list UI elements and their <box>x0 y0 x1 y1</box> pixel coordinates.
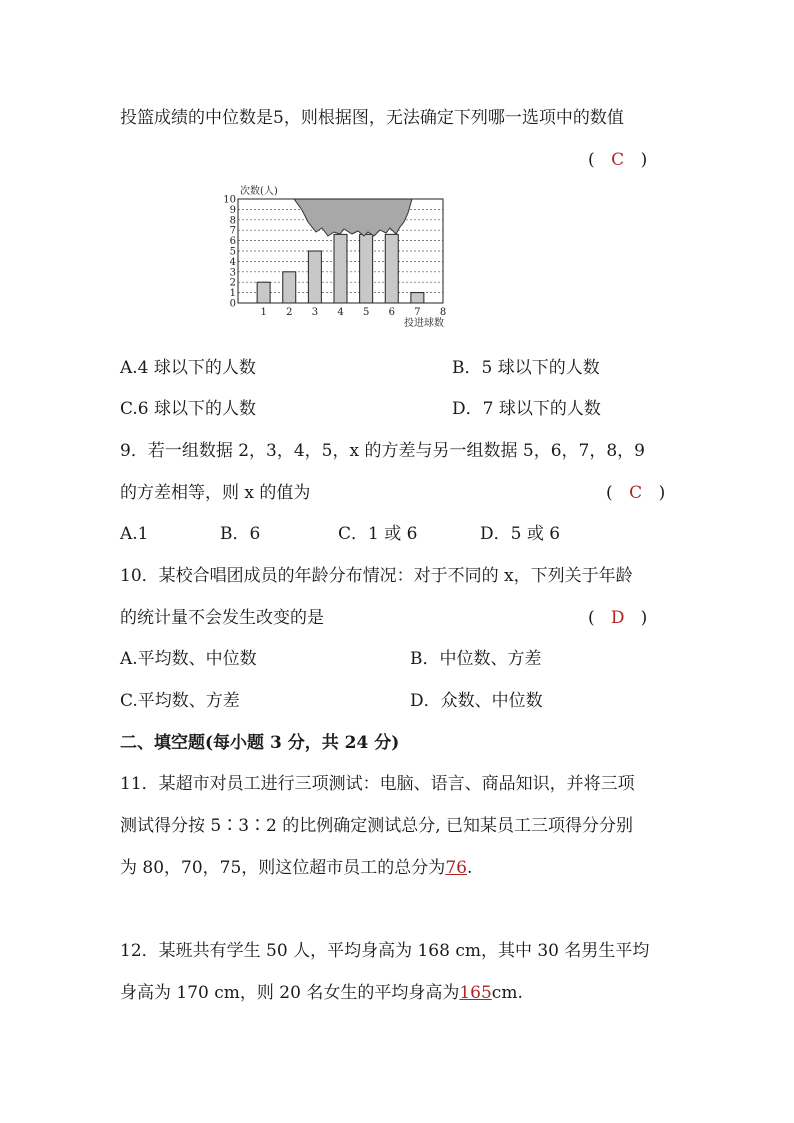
q8-option-b: B．5 球以下的人数 <box>452 358 600 378</box>
q10-option-d: D．众数、中位数 <box>410 691 543 711</box>
q10-line-1: 10．某校合唱团成员的年龄分布情况：对于不同的 x，下列关于年龄 <box>120 566 633 586</box>
q9-answer-paren <box>606 481 665 505</box>
y-tick-label: 1 <box>229 288 236 300</box>
q11-line-3 <box>120 856 472 880</box>
paren-close: ) <box>658 483 666 503</box>
chart-ylabel: 次数(人) <box>240 186 278 197</box>
bar-4 <box>334 234 347 303</box>
q12-line-2 <box>120 981 523 1005</box>
y-tick-label: 0 <box>229 298 236 310</box>
chart-x-ticks <box>260 307 446 318</box>
x-tick-label: 8 <box>439 307 447 318</box>
q11-line-3-end: . <box>466 858 473 878</box>
chart-y-ticks <box>223 195 236 310</box>
q8-answer: C <box>611 150 625 170</box>
y-tick-label: 2 <box>229 277 236 289</box>
bar-5 <box>360 234 373 303</box>
x-tick-label: 1 <box>260 307 267 318</box>
q10-option-b: B．中位数、方差 <box>410 649 542 669</box>
q12-answer: 165 <box>459 983 492 1003</box>
q9-answer: C <box>629 483 643 503</box>
q9-option-c: C．1 或 6 <box>338 524 418 544</box>
q9-option-a: A.1 <box>120 524 149 544</box>
q10-option-c: C.平均数、方差 <box>120 691 240 711</box>
y-tick-label: 3 <box>229 267 236 279</box>
q10-answer-paren <box>588 606 647 630</box>
bar-chart <box>223 182 468 332</box>
x-tick-label: 5 <box>362 307 370 318</box>
y-tick-label: 4 <box>229 256 236 268</box>
q8-answer-paren <box>588 148 647 172</box>
x-tick-label: 6 <box>388 307 395 318</box>
y-tick-label: 9 <box>229 204 236 216</box>
q9-line-2: 的方差相等，则 x 的值为 <box>120 483 311 503</box>
q11-answer: 76 <box>445 858 467 878</box>
x-tick-label: 2 <box>286 307 293 318</box>
y-tick-label: 7 <box>229 225 236 237</box>
x-tick-label: 3 <box>311 307 319 318</box>
q8-option-a: A.4 球以下的人数 <box>120 358 256 378</box>
q11-line-2: 测试得分按 5∶3∶2 的比例确定测试总分, 已知某员工三项得分分别 <box>120 816 634 836</box>
y-tick-label: 10 <box>223 194 236 206</box>
bar-3 <box>308 251 321 303</box>
q11-line-3-text: 为 80，70，75，则这位超市员工的总分为 <box>120 858 446 878</box>
q12-line-2-text: 身高为 170 cm，则 20 名女生的平均身高为 <box>120 983 460 1003</box>
y-tick-label: 6 <box>229 236 236 248</box>
q12-line-2-end: cm. <box>491 983 523 1003</box>
paren-open: ( <box>588 608 595 628</box>
bar-1 <box>257 282 270 303</box>
paren-open: ( <box>606 483 613 503</box>
q12-line-1: 12．某班共有学生 50 人，平均身高为 168 cm，其中 30 名男生平均 <box>120 941 650 961</box>
paren-close: ) <box>640 150 648 170</box>
paren-open: ( <box>588 150 595 170</box>
q8-stem: 投篮成绩的中位数是5，则根据图，无法确定下列哪一选项中的数值 <box>120 108 624 128</box>
q9-option-b: B．6 <box>220 524 261 544</box>
bar-2 <box>283 272 296 303</box>
x-tick-label: 7 <box>414 307 421 318</box>
q10-option-a: A.平均数、中位数 <box>120 649 257 669</box>
q8-option-c: C.6 球以下的人数 <box>120 399 257 419</box>
bar-6 <box>385 234 398 303</box>
x-tick-label: 4 <box>337 307 344 318</box>
paren-close: ) <box>640 608 648 628</box>
q11-line-1: 11．某超市对员工进行三项测试：电脑、语言、商品知识，并将三项 <box>120 774 635 794</box>
q9-line-1: 9．若一组数据 2，3，4，5，x 的方差与另一组数据 5，6，7，8，9 <box>120 441 645 461</box>
bar-7 <box>411 293 424 303</box>
section-title: 二、填空题(每小题 3 分，共 24 分) <box>120 733 400 753</box>
q10-answer: D <box>610 608 625 628</box>
chart-xlabel: 投进球数 <box>404 318 444 329</box>
y-tick-label: 8 <box>229 215 236 227</box>
q9-option-d: D．5 或 6 <box>480 524 561 544</box>
y-tick-label: 5 <box>229 246 236 258</box>
q8-option-d: D．7 球以下的人数 <box>452 399 601 419</box>
q10-line-2: 的统计量不会发生改变的是 <box>120 608 324 628</box>
